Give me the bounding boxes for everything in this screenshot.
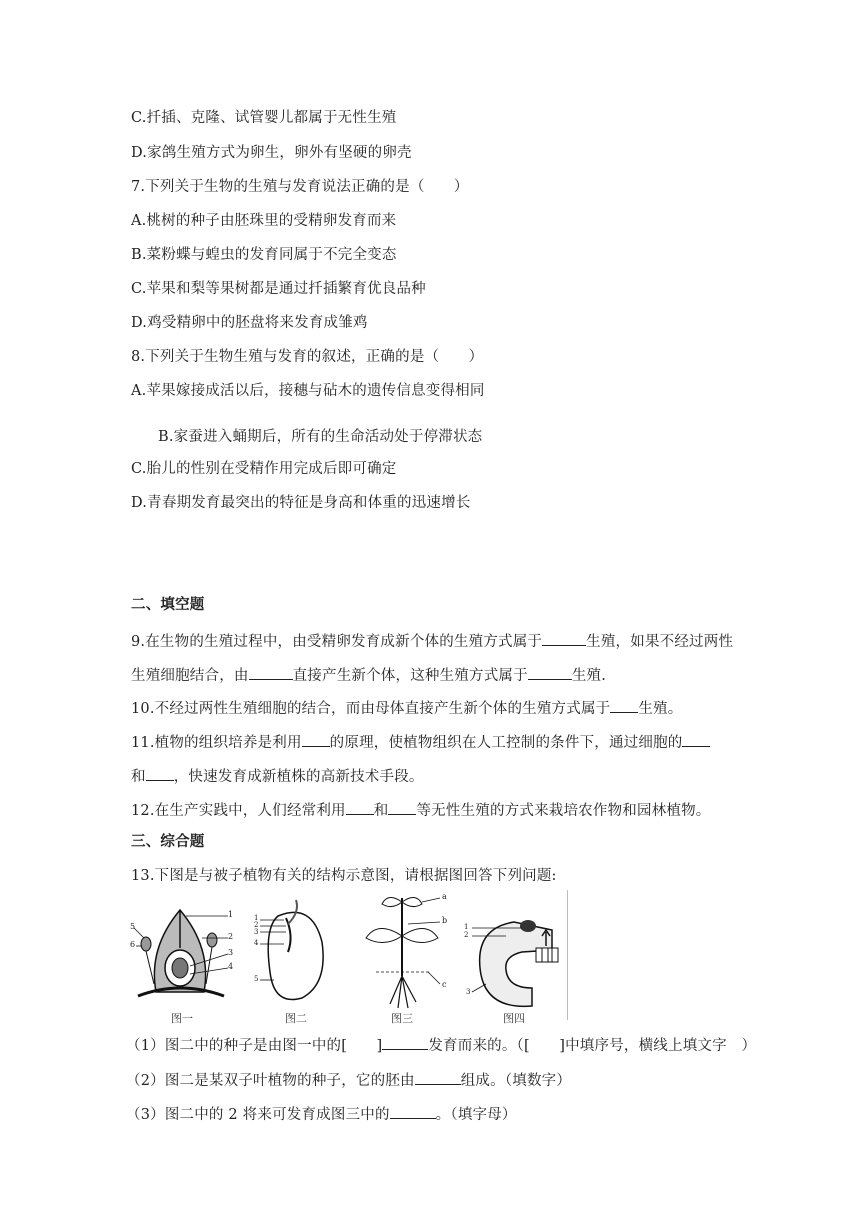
figure-label: 4 xyxy=(254,939,259,947)
answer-blank[interactable] xyxy=(382,1034,428,1050)
q13-sub3-text: 。（填字母） xyxy=(435,1107,517,1123)
figure-caption: 图二 xyxy=(285,1012,307,1025)
q13-sub3-text: （3）图二中的 2 将来可发育成图三中的 xyxy=(126,1107,390,1123)
answer-blank[interactable] xyxy=(528,664,572,680)
q13-sub1-text: （1）图二中的种子是由图一中的[ ] xyxy=(126,1038,383,1054)
q12-text: 等无性生殖的方式来栽培农作物和园林植物。 xyxy=(416,803,711,819)
q7-option-b: B.菜粉蝶与蝗虫的发育同属于不完全变态 xyxy=(131,247,397,263)
figure-3-seedling xyxy=(348,888,456,1028)
section-fill-in-heading: 二、填空题 xyxy=(131,597,205,613)
q9-text: 生殖细胞结合，由 xyxy=(131,668,249,684)
q10-text: 生殖。 xyxy=(638,701,683,717)
figure-divider xyxy=(567,890,568,1020)
answer-blank[interactable] xyxy=(415,1069,461,1085)
q7-option-c: C.苹果和梨等果树都是通过扦插繁育优良品种 xyxy=(131,281,426,297)
q8-stem: 8.下列关于生物生殖与发育的叙述，正确的是（ ） xyxy=(131,349,484,365)
figure-label: 1 xyxy=(228,910,234,919)
figure-caption: 图一 xyxy=(171,1012,193,1025)
figure-label: 1 xyxy=(254,914,259,922)
q8-option-c: C.胎儿的性别在受精作用完成后即可确定 xyxy=(131,461,397,477)
q9-text: 生殖. xyxy=(571,668,607,684)
figure-label: 4 xyxy=(228,962,234,971)
figure-label: 2 xyxy=(464,931,469,939)
q6-option-c: C.扦插、克隆、试管婴儿都属于无性生殖 xyxy=(131,110,397,126)
q12-text: 和 xyxy=(373,803,389,819)
section-comprehensive-heading: 三、综合题 xyxy=(131,834,205,850)
figure-label: 5 xyxy=(130,922,136,931)
q9-line-1 xyxy=(131,630,733,652)
figure-label: c xyxy=(442,980,447,989)
q11-text: 的原理，使植物组织在人工控制的条件下，通过细胞的 xyxy=(329,735,683,751)
answer-blank[interactable] xyxy=(388,799,416,815)
figure-4-stem-section xyxy=(462,888,566,1028)
q6-option-d: D.家鸽生殖方式为卵生，卵外有坚硬的卵壳 xyxy=(131,145,412,161)
q13-sub1-text: 发育而来的。（[ ]中填序号，横线上填文字 ） xyxy=(428,1038,757,1054)
figure-label: 3 xyxy=(228,948,234,957)
q9-text: 生殖，如果不经过两性 xyxy=(586,634,734,650)
q12-text: 12.在生产实践中，人们经常利用 xyxy=(131,803,346,819)
answer-blank[interactable] xyxy=(146,765,174,781)
q7-stem: 7.下列关于生物的生殖与发育说法正确的是（ ） xyxy=(131,179,469,195)
figure-label: a xyxy=(442,892,447,901)
q7-option-d: D.鸡受精卵中的胚盘将来发育成雏鸡 xyxy=(131,315,368,331)
q13-sub1 xyxy=(126,1034,756,1056)
figure-label: 2 xyxy=(228,932,234,941)
answer-blank[interactable] xyxy=(682,731,710,747)
answer-blank[interactable] xyxy=(249,664,293,680)
q8-option-d: D.青春期发育最突出的特征是身高和体重的迅速增长 xyxy=(131,495,471,511)
figure-caption: 图四 xyxy=(503,1012,525,1025)
figure-label: 5 xyxy=(254,975,259,983)
q11-text: 和 xyxy=(131,769,146,785)
q8-option-a: A.苹果嫁接成活以后，接穗与砧木的遗传信息变得相同 xyxy=(131,383,485,399)
figure-label: 3 xyxy=(254,928,259,936)
q11-line-2 xyxy=(131,765,424,787)
q11-text: 11.植物的组织培养是利用 xyxy=(131,735,302,751)
figure-2-seed xyxy=(254,888,338,1028)
q11-line-1 xyxy=(131,731,710,753)
figure-caption: 图三 xyxy=(391,1012,413,1025)
q13-stem: 13.下图是与被子植物有关的结构示意图，请根据图回答下列问题: xyxy=(131,868,557,884)
answer-blank[interactable] xyxy=(346,799,374,815)
q9-text: 直接产生新个体，这种生殖方式属于 xyxy=(292,668,528,684)
answer-blank[interactable] xyxy=(610,697,638,713)
figure-row xyxy=(128,888,568,1028)
q9-text: 9.在生物的生殖过程中，由受精卵发育成新个体的生殖方式属于 xyxy=(131,634,543,650)
answer-blank[interactable] xyxy=(302,731,330,747)
q13-sub2-text: （2）图二是某双子叶植物的种子，它的胚由 xyxy=(126,1073,415,1089)
q10-line xyxy=(131,697,682,719)
q7-option-a: A.桃树的种子由胚珠里的受精卵发育而来 xyxy=(131,213,397,229)
q8-option-b: B.家蚕进入蛹期后，所有的生命活动处于停滞状态 xyxy=(158,429,483,445)
figure-label: 2 xyxy=(254,921,259,929)
q13-sub3 xyxy=(126,1103,517,1125)
figure-label: 3 xyxy=(466,988,471,996)
figure-label: 1 xyxy=(464,923,469,931)
q13-sub2 xyxy=(126,1069,571,1091)
figure-label: 6 xyxy=(130,940,136,949)
q11-text: ，快速发育成新植株的高新技术手段。 xyxy=(173,769,424,785)
figure-1-flower xyxy=(128,888,236,1028)
q9-line-2 xyxy=(131,664,606,686)
q13-sub2-text: 组成。（填数字） xyxy=(460,1073,572,1089)
q12-line xyxy=(131,799,710,821)
answer-blank[interactable] xyxy=(542,630,586,646)
figure-label: b xyxy=(442,916,448,925)
answer-blank[interactable] xyxy=(390,1103,436,1119)
q10-text: 10.不经过两性生殖细胞的结合，而由母体直接产生新个体的生殖方式属于 xyxy=(131,701,611,717)
